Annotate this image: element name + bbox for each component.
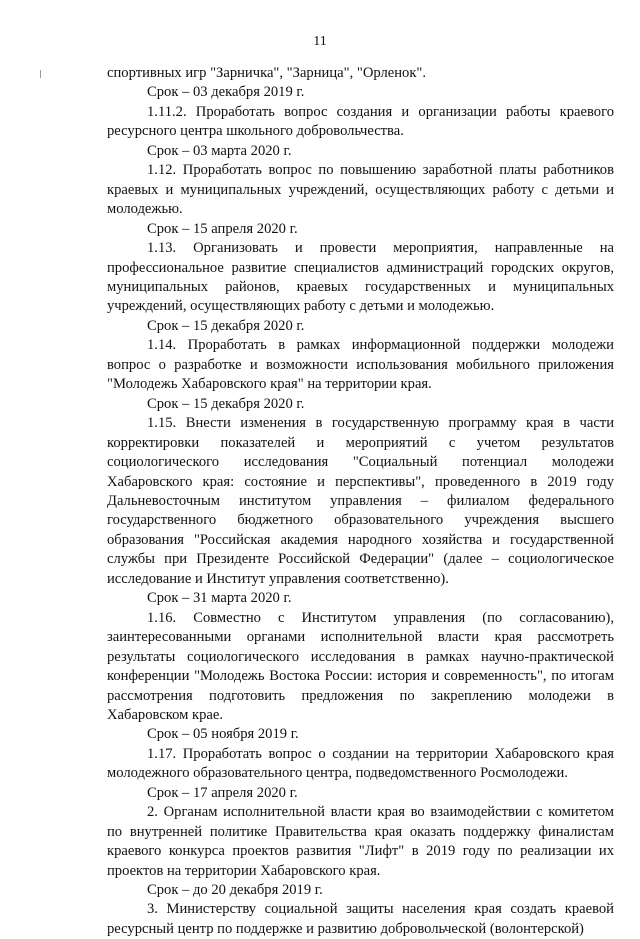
paragraph-1-16: 1.16. Совместно с Институтом управления (по согласованию), заинтересованными органами исполнительной власти края рассмотреть результаты социологического исследования в рамках научно-практической конференции "Молодежь Востока России: история и современность", по итогам рассмотрения подготовить предложения по закреплению молодежи в Хабаровском крае. [107, 609, 614, 723]
deadline-line: Срок – 15 декабря 2020 г. [147, 317, 305, 334]
paragraph-1-14: 1.14. Проработать в рамках информационной поддержки молодежи вопрос о разработке и возможности использования мобильного приложения "Молодежь Хабаровского края" на территории края. [107, 337, 614, 393]
deadline-line: Срок – 05 ноября 2019 г. [147, 726, 299, 743]
margin-mark [40, 70, 41, 78]
deadline-line: Срок – 03 марта 2020 г. [147, 142, 292, 159]
deadline-line: Срок – 15 апреля 2020 г. [147, 220, 298, 237]
deadline-line: Срок – 31 марта 2020 г. [147, 590, 292, 607]
deadline-line: Срок – 17 апреля 2020 г. [147, 784, 298, 801]
paragraph-1-15: 1.15. Внести изменения в государственную программу края в части корректировки показателей и мероприятий с учетом результатов социологического исследования "Социальный потенциал молодежи Хабаровского края: состояние и перспективы", проведенного в 2019 году Дальневосточным институтом управления – филиалом федерального государственного бюджетного образовательного учреждения высшего образования "Российская академия народного хозяйства и государственной службы при Президенте Российской Федерации" (далее – социологическое исследование и Институт управления соответственно). [107, 415, 614, 587]
deadline-line: Срок – 15 декабря 2020 г. [147, 395, 305, 412]
paragraph-1-13: 1.13. Организовать и провести мероприятия, направленные на профессиональное развитие специалистов администраций городских округов, муниципальных районов, краевых государственных и муниципальных учреждений, осуществляющих работу с детьми и молодежью. [107, 240, 614, 315]
deadline-line: Срок – 03 декабря 2019 г. [147, 84, 305, 101]
page-number: 11 [313, 34, 327, 49]
paragraph-1-12: 1.12. Проработать вопрос по повышению заработной платы работников краевых и муниципальных учреждений, осуществляющих работу с детьми и молодежью. [107, 162, 614, 218]
paragraph-1-17: 1.17. Проработать вопрос о создании на территории Хабаровского края молодежного образовательного центра, подведомственного Росмолодежи. [107, 745, 614, 782]
paragraph-2: 2. Органам исполнительной власти края во взаимодействии с комитетом по внутренней политике Правительства края оказать поддержку финалистам краевого конкурса проектов развития "Лифт" в 2019 году по реализации их проектов на территории Хабаровского края. [107, 804, 614, 879]
paragraph-continuation: спортивных игр "Зарничка", "Зарница", "Орленок". [107, 65, 427, 81]
document-body [107, 64, 614, 939]
paragraph-1-11-2: 1.11.2. Проработать вопрос создания и организации работы краевого ресурсного центра школьного добровольчества. [107, 103, 614, 140]
deadline-line: Срок – до 20 декабря 2019 г. [147, 882, 323, 899]
paragraph-3: 3. Министерству социальной защиты населения края создать краевой ресурсный центр по поддержке и развитию добровольческой (волонтерской) [107, 901, 614, 937]
